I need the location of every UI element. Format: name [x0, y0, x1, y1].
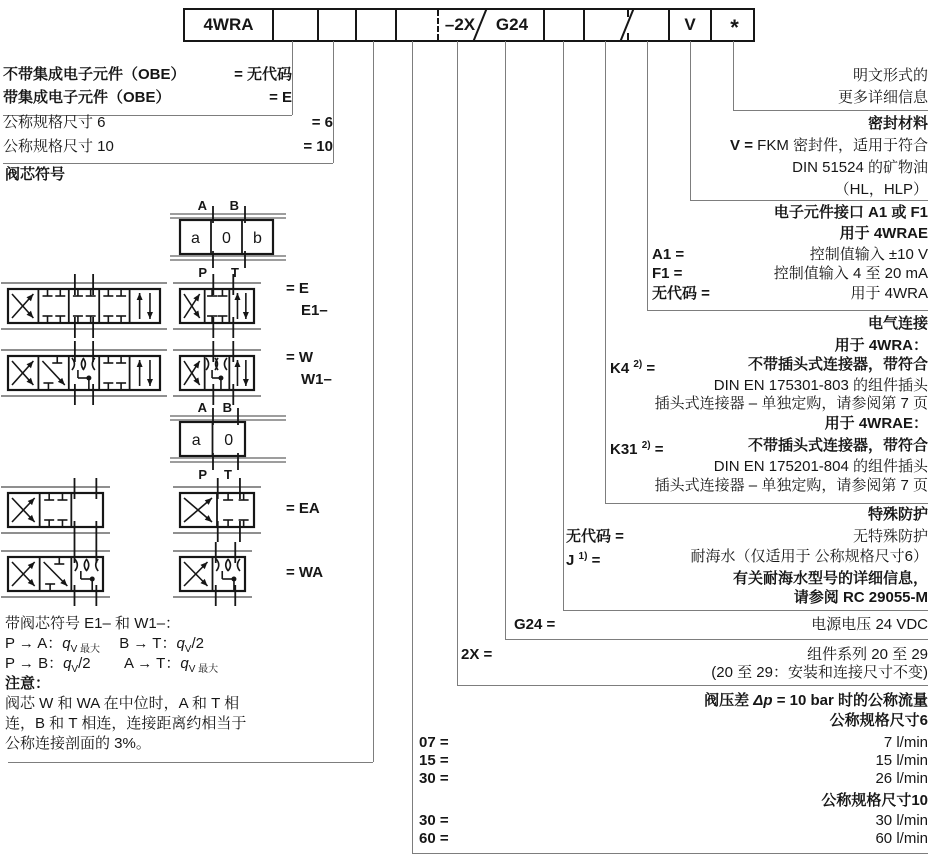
leader-line-8 — [647, 41, 648, 310]
size-code: = 10 — [303, 138, 333, 155]
code-description: 用于 4WRAE — [839, 225, 928, 242]
code-description: 不带插头式连接器，带符合 — [747, 356, 928, 373]
leader-line-5 — [505, 41, 506, 639]
code-description: 电气连接 — [867, 315, 928, 332]
code-cell-1 — [274, 10, 319, 40]
code-description: 密封材料 — [867, 115, 928, 132]
code-cell-8 — [585, 10, 670, 40]
annotation-line-24 — [794, 588, 928, 608]
code-description: 请参阅 RC 29055-M — [793, 589, 928, 606]
valve-symbol-small-E — [172, 269, 262, 343]
annotation-line-21 — [566, 527, 928, 547]
annotation-line-2 — [868, 114, 928, 134]
svg-text:B: B — [229, 198, 239, 213]
note-line-2: P → B：$q_V/2$ A → T：$q_{V 最大}$ — [5, 655, 219, 675]
code-description: V = FKM 密封件，适用于符合 — [730, 137, 928, 154]
svg-text:b: b — [253, 230, 262, 247]
obe-code: = E — [269, 89, 292, 106]
code-description: 控制值输入 ±10 V — [809, 246, 928, 263]
code-cell-text: G24 — [495, 15, 529, 34]
leader-line-2 — [373, 41, 374, 762]
code-description: 控制值输入 4 至 20 mA — [773, 265, 928, 282]
svg-text:P: P — [198, 467, 207, 482]
code-value-label: 无代码 = — [652, 285, 710, 302]
code-cell-text: V — [684, 15, 696, 34]
svg-text:T: T — [224, 467, 232, 482]
annotation-line-6 — [774, 203, 928, 223]
annotation-line-0 — [853, 66, 928, 86]
code-value-label: 07 = — [419, 734, 449, 751]
spool-code-label: = EA — [286, 500, 320, 517]
annotation-line-18 — [714, 457, 928, 477]
leader-line-6 — [563, 41, 564, 610]
valve-symbol-large-EA — [0, 473, 111, 547]
leader-line-0 — [292, 41, 293, 115]
code-description: 耐海水（仅适用于 公称规格尺寸6） — [690, 548, 928, 565]
code-description: 电子元件接口 A1 或 F1 — [773, 204, 928, 221]
annotation-line-9 — [652, 264, 928, 284]
valve-symbol-large-E — [0, 269, 168, 343]
annotation-line-35 — [419, 829, 928, 849]
code-description: 60 l/min — [875, 830, 928, 847]
annotation-line-33 — [821, 791, 928, 811]
code-table — [183, 8, 755, 42]
code-cell-0 — [185, 10, 274, 40]
code-value-label: 30 = — [419, 770, 449, 787]
svg-text:0: 0 — [224, 432, 234, 449]
code-description: 15 l/min — [875, 752, 928, 769]
spool-code-label: = W — [286, 349, 314, 366]
code-cell-3 — [357, 10, 397, 40]
code-cell-text: 4WRA — [203, 15, 254, 34]
spool-code-label: = WA — [286, 564, 324, 581]
code-description: (20 至 29：安装和连接尺寸不变) — [711, 664, 928, 681]
annotation-line-8 — [652, 245, 928, 265]
code-cell-10 — [712, 10, 757, 40]
size-label: 公称规格尺寸 6 — [3, 114, 106, 131]
code-value-label: G24 = — [514, 616, 556, 633]
annotation-line-13 — [610, 355, 928, 375]
spool-code-label2: W1– — [301, 371, 332, 388]
annotation-line-17 — [610, 436, 928, 456]
valve-position-diagram-a0 — [168, 398, 290, 482]
svg-text:P: P — [198, 265, 207, 280]
code-cell-text: –2X — [444, 15, 476, 34]
annotation-line-12 — [835, 336, 928, 356]
annotation-line-5 — [835, 180, 928, 200]
code-description: 用于 4WRAE： — [824, 415, 928, 432]
spool-code-label: = E — [286, 280, 309, 297]
annotation-line-11 — [868, 314, 928, 334]
valve-symbol-small-EA — [172, 473, 262, 547]
note-line-1: P → A：$q_{V 最大}$ B → T：$q_V/2$ — [5, 635, 204, 655]
obe-label: 不带集成电子元件（OBE） — [3, 66, 186, 83]
code-description: 阀压差 Δp = 10 bar 时的公称流量 — [704, 692, 928, 709]
valve-symbol-small-WA — [172, 537, 253, 611]
leader-line-1 — [333, 41, 334, 163]
code-description: 无特殊防护 — [852, 528, 928, 545]
obe-label: 带集成电子元件（OBE） — [3, 89, 171, 106]
obe-code: = 无代码 — [234, 66, 292, 83]
note-line-6: 公称连接剖面的 3%。 — [5, 735, 151, 752]
note-line-0: 带阀芯符号 E1– 和 W1–： — [5, 615, 181, 632]
obe-row-1 — [3, 87, 292, 109]
annotation-line-25 — [514, 615, 928, 635]
svg-text:A: A — [197, 400, 207, 415]
code-description: 30 l/min — [875, 812, 928, 829]
annotation-line-4 — [792, 158, 928, 178]
annotation-line-16 — [825, 414, 928, 434]
annotation-line-32 — [419, 769, 928, 789]
annotation-line-20 — [868, 505, 928, 525]
annotation-line-15 — [655, 394, 928, 414]
code-value-label: 30 = — [419, 812, 449, 829]
leader-line-7 — [605, 41, 606, 503]
code-description: 插头式连接器 – 单独定购，请参阅第 7 页 — [654, 395, 928, 412]
code-value-label: 60 = — [419, 830, 449, 847]
code-description: DIN EN 175201-804 的组件插头 — [713, 458, 928, 475]
code-value-label: 2X = — [461, 646, 493, 663]
code-description: 有关耐海水型号的详细信息， — [732, 570, 928, 587]
annotation-line-22 — [566, 547, 928, 567]
spool-code-label2: E1– — [301, 302, 328, 319]
code-description: 组件系列 20 至 29 — [807, 646, 928, 663]
code-description: 不带插头式连接器，带符合 — [747, 437, 928, 454]
svg-text:a: a — [191, 432, 201, 449]
separator-rule-9 — [457, 685, 928, 686]
annotation-line-27 — [711, 663, 928, 683]
code-description: 公称规格尺寸6 — [829, 712, 928, 729]
separator-rule-4 — [690, 200, 928, 201]
svg-text:T: T — [231, 265, 239, 280]
spool-section-title: 阀芯符号 — [5, 166, 66, 183]
annotation-line-14 — [714, 376, 928, 396]
annotation-line-28 — [704, 691, 928, 711]
code-cell-4 — [397, 10, 439, 40]
code-value-label: K4 $^{2)}$ = — [610, 359, 656, 377]
svg-text:a: a — [191, 230, 200, 247]
annotation-line-26 — [461, 645, 928, 665]
size-row-1 — [3, 136, 333, 158]
code-description: 明文形式的 — [852, 67, 928, 84]
separator-rule-6 — [605, 503, 928, 504]
code-description: 电源电压 24 VDC — [811, 616, 928, 633]
code-value-label: J $^{1)}$ = — [566, 551, 601, 569]
svg-text:B: B — [222, 400, 232, 415]
separator-rule-7 — [563, 610, 928, 611]
separator-rule-10 — [412, 853, 928, 854]
leader-line-9 — [690, 41, 691, 200]
code-value-label: 无代码 = — [566, 528, 624, 545]
annotation-line-34 — [419, 811, 928, 831]
code-description: 特殊防护 — [867, 506, 928, 523]
code-value-label: F1 = — [652, 265, 683, 282]
code-description: 公称规格尺寸10 — [821, 792, 928, 809]
separator-rule-5 — [647, 310, 928, 311]
annotation-line-7 — [840, 224, 928, 244]
code-description: DIN EN 175301-803 的组件插头 — [713, 377, 928, 394]
size-row-0 — [3, 112, 333, 134]
annotation-line-29 — [830, 711, 928, 731]
code-cell-2 — [319, 10, 357, 40]
code-cell-9 — [670, 10, 712, 40]
size-label: 公称规格尺寸 10 — [3, 138, 114, 155]
annotation-line-3 — [730, 136, 928, 156]
code-value-label: A1 = — [652, 246, 685, 263]
valve-position-diagram-a0b — [168, 196, 290, 280]
code-description: 7 l/min — [883, 734, 928, 751]
dashed-tick-bottom — [627, 33, 629, 42]
code-cell-6 — [481, 10, 545, 40]
code-description: 26 l/min — [875, 770, 928, 787]
code-description: DIN 51524 的矿物油 — [792, 159, 928, 176]
separator-rule-8 — [505, 639, 928, 640]
leader-line-4 — [457, 41, 458, 685]
valve-symbol-large-WA — [0, 537, 111, 611]
code-description: 插头式连接器 – 单独定购，请参阅第 7 页 — [654, 477, 928, 494]
note-line-3: 注意： — [5, 675, 51, 692]
annotation-line-23 — [733, 569, 928, 589]
separator-rule-3 — [733, 110, 928, 111]
valve-symbol-small-W — [172, 336, 262, 410]
leader-line-3 — [412, 41, 413, 853]
code-description: 更多详细信息 — [837, 89, 928, 106]
code-description: 用于 4WRA — [850, 285, 928, 302]
annotation-line-10 — [652, 284, 928, 304]
annotation-line-31 — [419, 751, 928, 771]
leader-line-10 — [733, 41, 734, 110]
valve-symbol-large-W — [0, 336, 168, 410]
code-cell-7 — [545, 10, 585, 40]
svg-text:A: A — [197, 198, 207, 213]
note-line-5: 连，B 和 T 相连，连接距离约相当于 — [5, 715, 247, 732]
annotation-line-19 — [655, 476, 928, 496]
svg-text:0: 0 — [222, 230, 231, 247]
code-description: （HL，HLP） — [834, 181, 928, 198]
code-description: 用于 4WRA： — [834, 337, 928, 354]
code-value-label: K31 $^{2)}$ = — [610, 440, 664, 458]
code-cell-text: * — [730, 15, 739, 40]
dashed-tick-top — [627, 8, 629, 17]
obe-row-0 — [3, 64, 292, 86]
note-line-4: 阀芯 W 和 WA 在中位时，A 和 T 相 — [5, 695, 240, 712]
code-value-label: 15 = — [419, 752, 449, 769]
size-code: = 6 — [311, 114, 333, 131]
annotation-line-30 — [419, 733, 928, 753]
separator-rule-2 — [8, 762, 373, 763]
annotation-line-1 — [838, 88, 928, 108]
